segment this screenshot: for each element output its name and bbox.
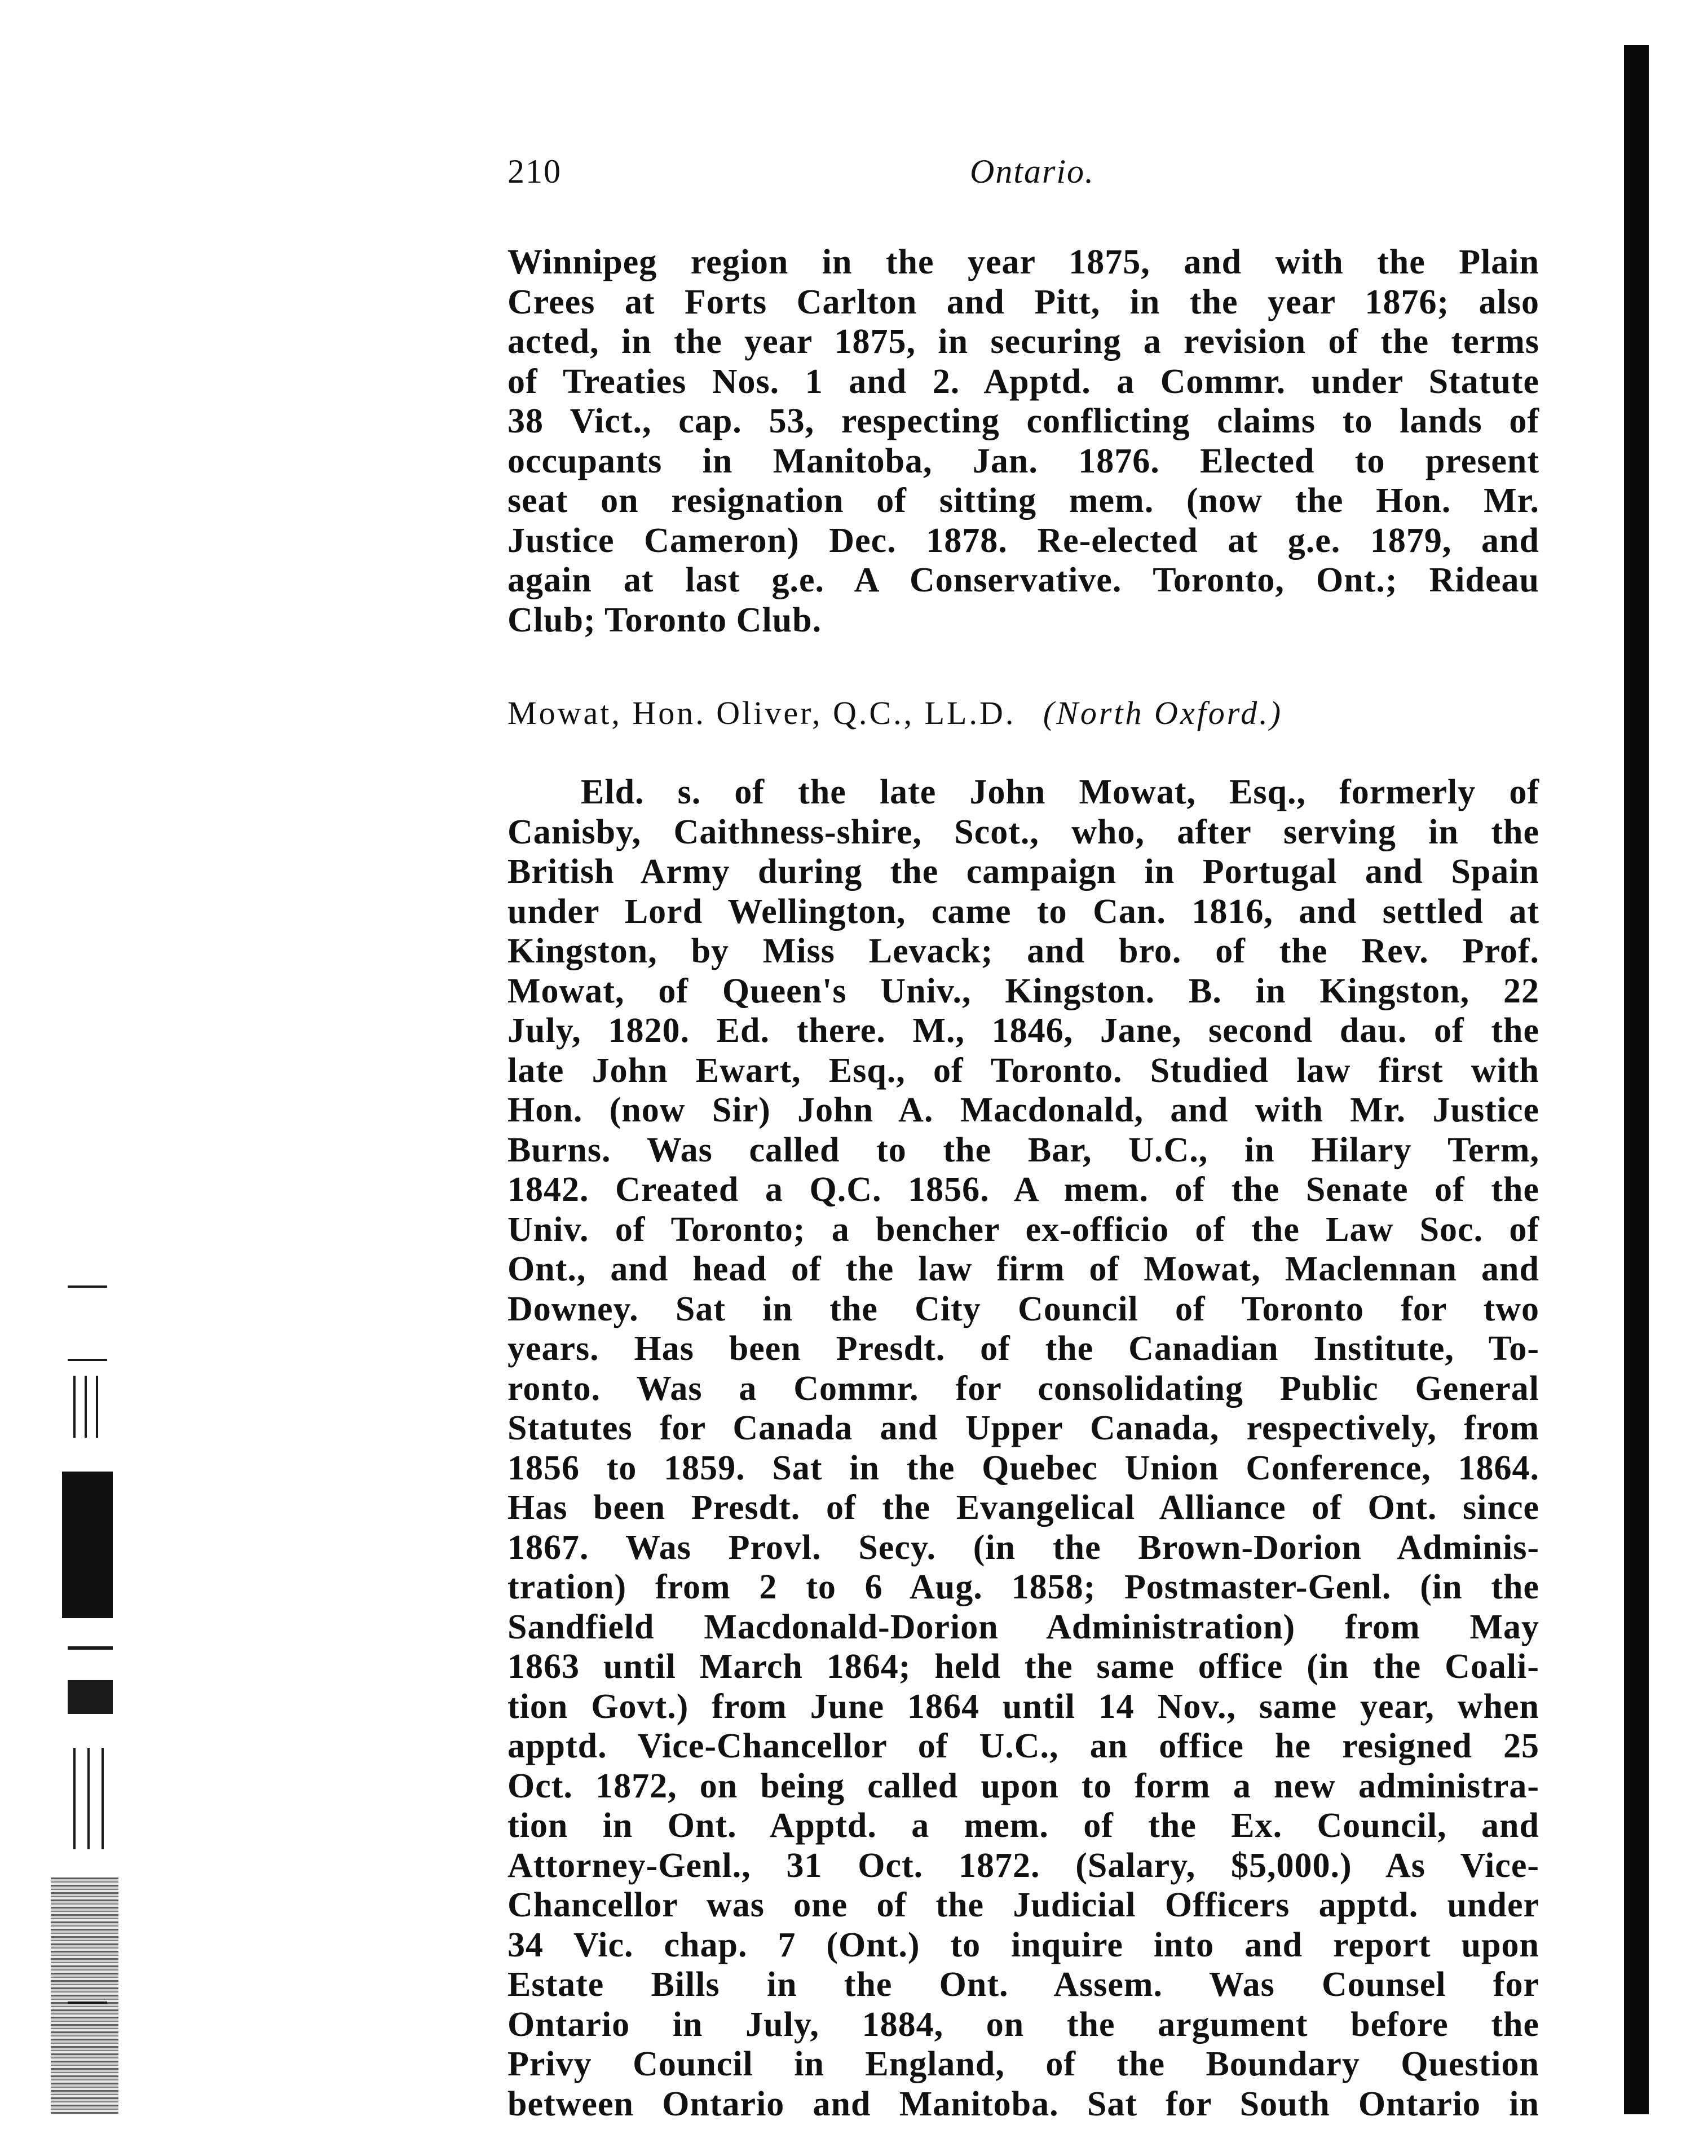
text-line: tion in Ont. Apptd. a mem. of the Ex. Council, and [507, 1806, 1539, 1845]
text-line: ronto. Was a Commr. for consolidating Public General [507, 1369, 1539, 1408]
text-line: Ont., and head of the law firm of Mowat, Maclennan and [507, 1250, 1539, 1288]
text-line: Eld. s. of the late John Mowat, Esq., formerly of [581, 773, 1539, 811]
entry-paragraph [507, 772, 1539, 2124]
text-line: years. Has been Presdt. of the Canadian Institute, To- [507, 1329, 1539, 1368]
text-line: 1867. Was Provl. Secy. (in the Brown-Dorion Adminis- [507, 1528, 1539, 1567]
text-line: again at last g.e. A Conservative. Toronto, Ont.; Rideau [507, 561, 1539, 599]
text-line: Crees at Forts Carlton and Pitt, in the year 1876; also [507, 282, 1539, 321]
text-line: apptd. Vice-Chancellor of U.C., an office he resigned 25 [507, 1727, 1539, 1765]
entry-name: Mowat, Hon. Oliver, Q.C., LL.D. [507, 695, 1016, 731]
text-line: Downey. Sat in the City Council of Toronto for two [507, 1289, 1539, 1328]
text-line: late John Ewart, Esq., of Toronto. Studied law first with [507, 1051, 1539, 1090]
running-title: Ontario. [970, 153, 1095, 190]
text-line: Winnipeg region in the year 1875, and with the Plain [507, 243, 1539, 281]
text-line: 1863 until March 1864; held the same office (in the Coali- [507, 1647, 1539, 1686]
text-line: Kingston, by Miss Levack; and bro. of the Rev. Prof. [507, 932, 1539, 970]
text-line: between Ontario and Manitoba. Sat for South Ontario in [507, 2084, 1539, 2123]
text-line: Mowat, of Queen's Univ., Kingston. B. in Kingston, 22 [507, 971, 1539, 1010]
text-line: Burns. Was called to the Bar, U.C., in Hilary Term, [507, 1130, 1539, 1169]
text-line: Justice Cameron) Dec. 1878. Re-elected at g.e. 1879, and [507, 521, 1539, 560]
text-line: acted, in the year 1875, in securing a revision of the terms [507, 322, 1539, 361]
text-line: Privy Council in England, of the Boundary Question [507, 2045, 1539, 2083]
text-line: July, 1820. Ed. there. M., 1846, Jane, second dau. of the [507, 1011, 1539, 1050]
text-line: occupants in Manitoba, Jan. 1876. Elected to present [507, 441, 1539, 480]
text-line: Estate Bills in the Ont. Assem. Was Counsel for [507, 1965, 1539, 2004]
page-content [507, 152, 1539, 2124]
running-head [507, 152, 1539, 197]
scan-margin-artifacts [34, 1285, 130, 2013]
text-line: under Lord Wellington, came to Can. 1816, and settled at [507, 892, 1539, 931]
text-line: 38 Vict., cap. 53, respecting conflicting claims to lands of [507, 402, 1539, 440]
text-line: Sandfield Macdonald-Dorion Administration) from May [507, 1607, 1539, 1646]
text-line: Hon. (now Sir) John A. Macdonald, and with Mr. Justice [507, 1091, 1539, 1129]
text-line: Has been Presdt. of the Evangelical Alliance of Ont. since [507, 1488, 1539, 1527]
text-line: 1842. Created a Q.C. 1856. A mem. of the Senate of the [507, 1170, 1539, 1209]
entry-riding: (North Oxford.) [1043, 695, 1283, 731]
text-line: of Treaties Nos. 1 and 2. Apptd. a Commr. under Statute [507, 362, 1539, 401]
text-line: seat on resignation of sitting mem. (now the Hon. Mr. [507, 481, 1539, 520]
text-line: Club; Toronto Club. [507, 600, 822, 639]
text-line: Univ. of Toronto; a bencher ex-officio of the Law Soc. of [507, 1210, 1539, 1249]
text-line: Canisby, Caithness-shire, Scot., who, after serving in the [507, 812, 1539, 851]
text-line: British Army during the campaign in Portugal and Spain [507, 852, 1539, 891]
text-line: Ontario in July, 1884, on the argument before the [507, 2005, 1539, 2044]
page-number: 210 [507, 153, 562, 190]
continuation-paragraph [507, 242, 1539, 640]
text-line: Oct. 1872, on being called upon to form a new administra- [507, 1766, 1539, 1805]
text-line: Attorney-Genl., 31 Oct. 1872. (Salary, $5,000.) As Vice- [507, 1846, 1539, 1885]
scan-edge-bar [1624, 45, 1649, 2114]
text-line: tration) from 2 to 6 Aug. 1858; Postmaster-Genl. (in the [507, 1568, 1539, 1606]
text-line: Chancellor was one of the Judicial Officers apptd. under [507, 1886, 1539, 1924]
text-line: 1856 to 1859. Sat in the Quebec Union Conference, 1864. [507, 1448, 1539, 1487]
text-line: Statutes for Canada and Upper Canada, respectively, from [507, 1409, 1539, 1447]
text-line: 34 Vic. chap. 7 (Ont.) to inquire into and report upon [507, 1925, 1539, 1964]
text-line: tion Govt.) from June 1864 until 14 Nov., same year, when [507, 1687, 1539, 1726]
entry-heading [507, 693, 1539, 733]
